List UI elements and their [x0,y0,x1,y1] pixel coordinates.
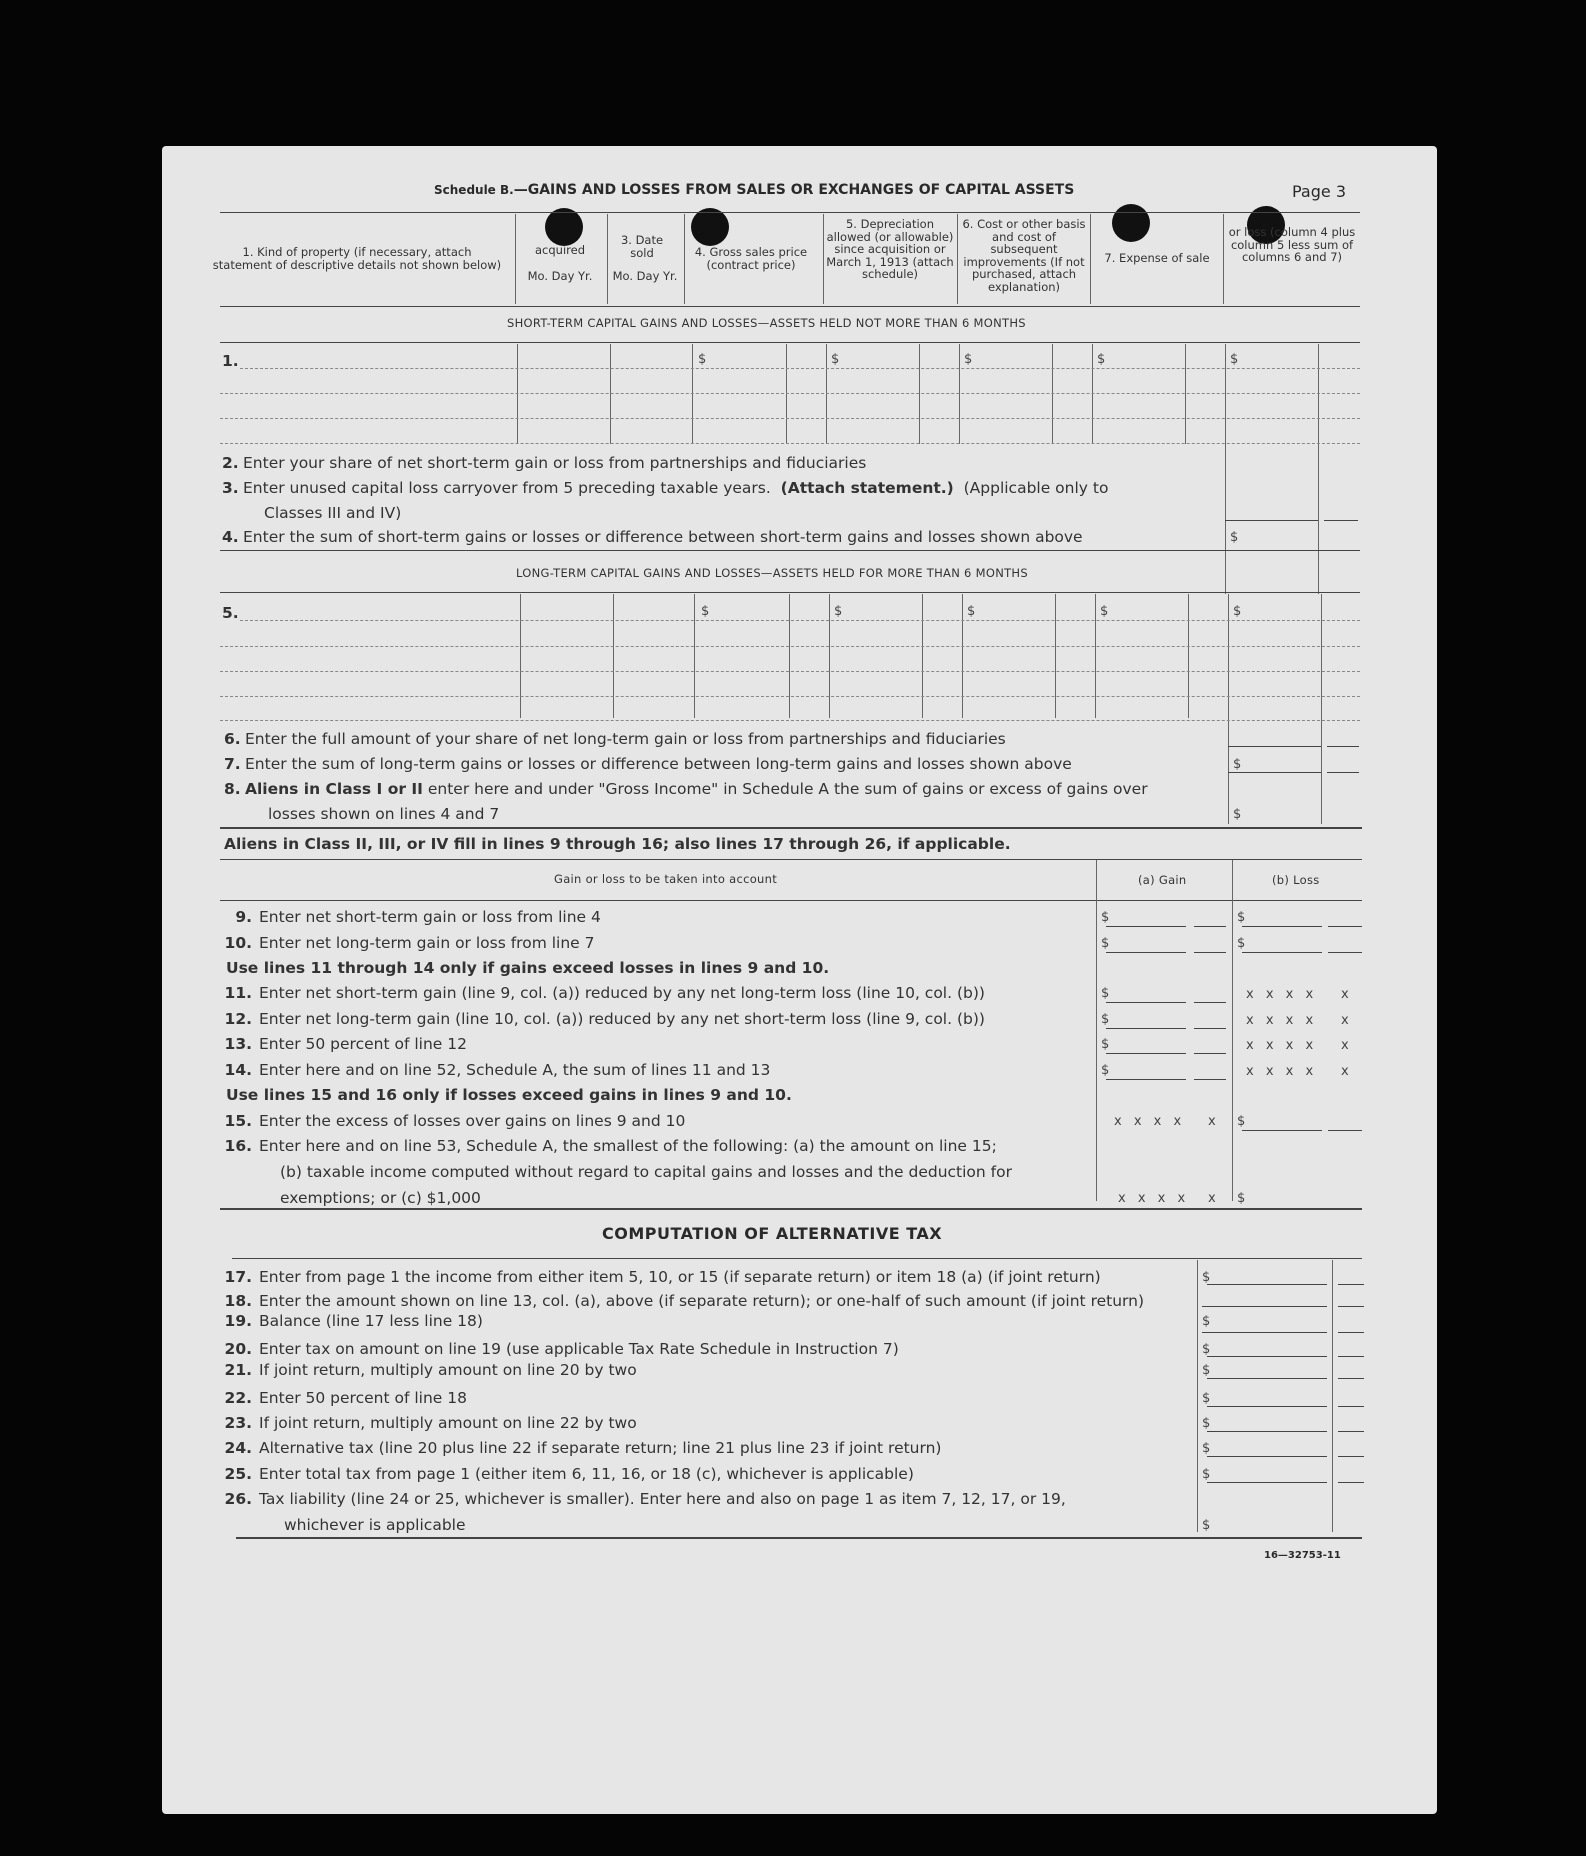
col-date-acquired: acquired [534,243,585,257]
line-6: 6. Enter the full amount of your share of net long-term gain or loss from partnerships and fiduciaries [224,730,1006,748]
line-18: 18. Enter the amount shown on line 13, col. (a), above (if separate return); or one-half of such amount (if joint return) [224,1292,1145,1310]
form-page: Schedule B.—GAINS AND LOSSES FROM SALES OR EXCHANGES OF CAPITAL ASSETS Page 3 1. Kind of property (if necessary, attach statement of descriptive details not shown below) acquired Mo. Day Yr. 3. Date sold Mo. Day Yr. 4. Gross sales price (contract price) 5. Depreciation allowed (or allowable) since acquisition or March 1, 1913 (attach schedule) 6. Cost or other basis and cost of subsequent improvements (If not purchased, attach explanation) 7. Expense of sale or loss (column 4 plus column 5 less sum of columns 6 and 7) SHORT-TERM CAPITAL GAINS AND LOSSES—ASSETS HELD NOT MORE THAN 6 MONTHS 1. $ $ $ $ $ 2. Enter your share of net short-term gain or loss from partnerships and fiduciaries 3. Enter unused capital loss carryover from 5 preceding taxable years. (Attach statement.) (Applicable only to Classes III and IV) 4. Enter the sum of short-term gains or losses or difference between short-term gains and losses shown above $ LONG-TERM CAPITAL GAINS AND LOSSES—ASSETS HELD FOR MORE THAN 6 MONTHS 5. $ $ $ $ $ 6. Enter the full amount of your share of net long-term gain or loss from partnerships and fiduciaries 7. Enter the sum of long-term gains or losses or difference between long-term gains and losses shown above $ 8. Aliens in Class I or II enter here and under "Gross Income" in Schedule A the sum of gains or excess of gains over losses shown on lines 4 and 7 $ Aliens in Class II, III, or IV fill in lines 9 through 16; also lines 17 through 26, if applicable. Gain or loss to be taken into account (a) Gain (b) Loss 9. Enter net short-term gain or loss from line 4 10. Enter net long-term gain or loss from line 7 Use lines 11 through 14 only if gains exceed losses in lines 9 and 10. 11. Enter net short-term gain (line 9, col. (a)) reduced by any net long-term loss (line 10, col. (b)) 12. Enter net long-term gain (line 10, col. (a)) reduced by any net short-term loss (line 9, col. (b)) 13. Enter 50 percent of line 12 14. Enter here and on line 52, Schedule A, the sum of lines 11 and 13 Use lines 15 and 16 only if losses exceed gains in lines 9 and 10. 15. Enter the excess of losses over gains on lines 9 and 10 16. Enter here and on line 53, Schedule A, the smallest of the following: (a) the amount on line 15; (b) taxable income computed without regard to capital gains and losses and the deduction for exemptions; or (c) $1,000 $ $ $ $ $ x x x x x $ x x x x x $ x x x x x $ x x x x x x x x x x $ x x x x x $ COMPUTATION OF ALTERNATIVE TAX 17. Enter from page 1 the income from either item 5, 10, or 15 (if separate return) or item 18 (a) (if joint return) 18. Enter the amount shown on line 13, col. (a), above (if separate return); or one-half of such amount (if joint return) 19. Balance (line 17 less line 18) 20. Enter tax on amount on line 19 (use applicable Tax Rate Schedule in Instruction 7) 21. If joint return, multiply amount on line 20 by two 22. Enter 50 percent of line 18 23. If joint return, multiply amount on line 22 by two 24. Alternative tax (line 20 plus line 22 if separate return; line 21 plus line 23 if joint return) 25. Enter total tax from page 1 (either item 6, 11, 16, or 18 (c), whichever is applicable) 26. Tax liability (line 24 or 25, whichever is smaller). Enter here and also on page 1 as item 7, 12, 17, or 19, whichever is applicable $ $ $ $ $ $ $ $ $ 16—32753-11 [162,146,1437,1814]
page-number: Page 3 [1292,182,1346,201]
col-cost-basis: 6. Cost or other basis and cost of subsequent improvements (If not purchased, attach explanation) [962,217,1086,294]
line-4: 4. Enter the sum of short-term gains or losses or difference between short-term gains and losses shown above [222,528,1083,546]
col-date-sold: 3. Date sold [620,233,664,260]
line-12: 12. Enter net long-term gain (line 10, col. (a)) reduced by any net short-term loss (line 9, col. (b)) [224,1010,985,1028]
line-17: 17. Enter from page 1 the income from either item 5, 10, or 15 (if separate return) or item 18 (a) (if joint return) [224,1268,1101,1286]
line-26: 26. Tax liability (line 24 or 25, whichever is smaller). Enter here and also on page 1 as item 7, 12, 17, or 19, [224,1490,1066,1508]
line-13: 13. Enter 50 percent of line 12 [224,1035,467,1053]
line-22: 22. Enter 50 percent of line 18 [224,1389,467,1407]
line-23: 23. If joint return, multiply amount on line 22 by two [224,1414,637,1432]
alt-tax-heading: COMPUTATION OF ALTERNATIVE TAX [602,1224,943,1243]
line-19: 19. Balance (line 17 less line 18) [224,1312,483,1330]
col-kind-property: 1. Kind of property (if necessary, attach statement of descriptive details not shown below) [212,245,502,272]
col-gain-loss: or loss (column 4 plus column 5 less sum of columns 6 and 7) [1228,225,1356,264]
line-10: 10. Enter net long-term gain or loss from line 7 [224,934,595,952]
line-24: 24. Alternative tax (line 20 plus line 22 if separate return; line 21 plus line 23 if joint return) [224,1439,942,1457]
line-15: 15. Enter the excess of losses over gains on lines 9 and 10 [224,1112,686,1130]
aliens-heading: Aliens in Class II, III, or IV fill in lines 9 through 16; also lines 17 through 26, if applicable. [224,835,1011,853]
instruction-11-14: Use lines 11 through 14 only if gains exceed losses in lines 9 and 10. [226,959,830,977]
form-code: 16—32753-11 [1264,1550,1341,1561]
line-7: 7. Enter the sum of long-term gains or losses or difference between long-term gains and losses shown above [224,755,1072,773]
line-21: 21. If joint return, multiply amount on line 20 by two [224,1361,637,1379]
gain-loss-col-head: Gain or loss to be taken into account [554,872,778,886]
gain-col-head: (a) Gain [1138,873,1187,887]
line-3: 3. Enter unused capital loss carryover from 5 preceding taxable years. (Attach statement.) (Applicable only to [222,479,1109,497]
line-9: 9. Enter net short-term gain or loss from line 4 [235,908,601,926]
instruction-15-16: Use lines 15 and 16 only if losses exceed gains in lines 9 and 10. [226,1086,792,1104]
col-depreciation: 5. Depreciation allowed (or allowable) since acquisition or March 1, 1913 (attach schedule) [826,217,954,281]
punch-hole [691,208,729,246]
line-14: 14. Enter here and on line 52, Schedule A, the sum of lines 11 and 13 [224,1061,771,1079]
short-term-heading: SHORT-TERM CAPITAL GAINS AND LOSSES—ASSETS HELD NOT MORE THAN 6 MONTHS [507,316,1026,330]
line-16: 16. Enter here and on line 53, Schedule A, the smallest of the following: (a) the amount on line 15; [224,1137,997,1155]
punch-hole [545,208,583,246]
line-2: 2. Enter your share of net short-term gain or loss from partnerships and fiduciaries [222,454,867,472]
schedule-label: Schedule B. [434,183,514,197]
line-8: 8. Aliens in Class I or II enter here and under "Gross Income" in Schedule A the sum of gains or excess of gains over [224,780,1148,798]
long-term-heading: LONG-TERM CAPITAL GAINS AND LOSSES—ASSETS HELD FOR MORE THAN 6 MONTHS [516,566,1028,580]
line-11: 11. Enter net short-term gain (line 9, col. (a)) reduced by any net long-term loss (line 10, col. (b)) [224,984,985,1002]
schedule-title: Schedule B.—GAINS AND LOSSES FROM SALES OR EXCHANGES OF CAPITAL ASSETS [434,182,1075,198]
loss-col-head: (b) Loss [1272,873,1320,887]
col-expense-sale: 7. Expense of sale [1104,251,1210,265]
punch-hole [1112,204,1150,242]
col-gross-sales: 4. Gross sales price (contract price) [694,245,808,272]
line-25: 25. Enter total tax from page 1 (either item 6, 11, 16, or 18 (c), whichever is applicable) [224,1465,914,1483]
line-20: 20. Enter tax on amount on line 19 (use applicable Tax Rate Schedule in Instruction 7) [224,1340,899,1358]
